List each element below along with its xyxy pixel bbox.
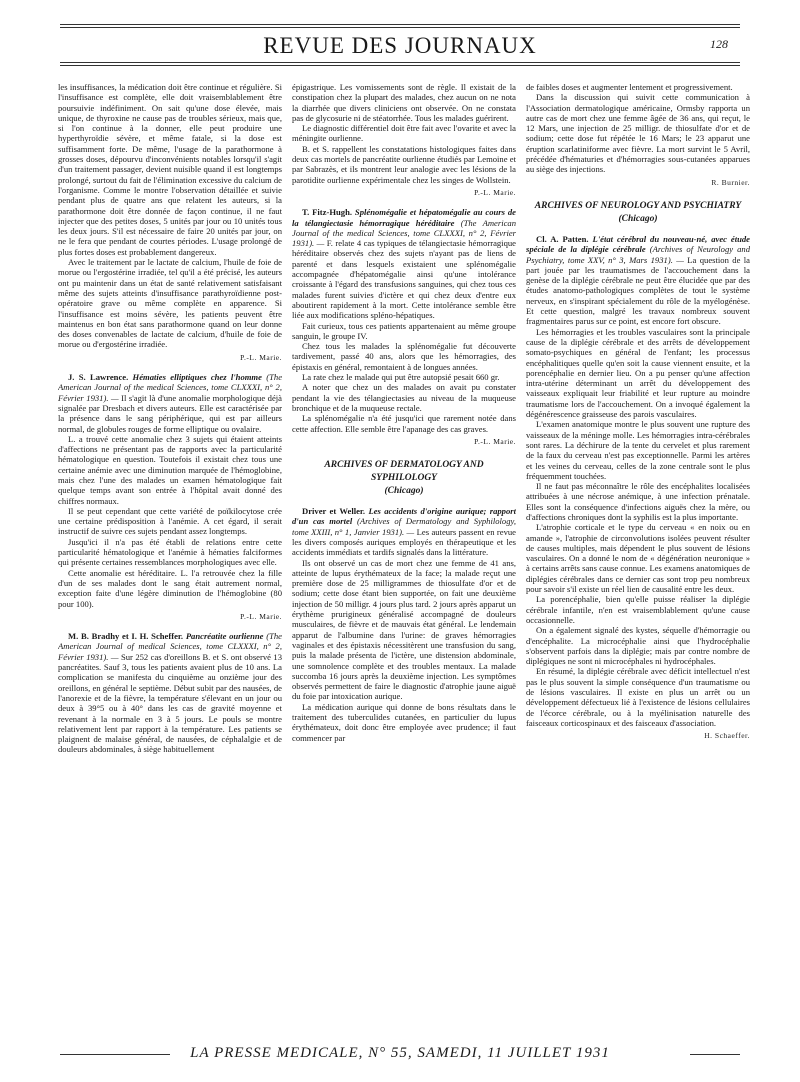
- article-author: T. Fitz-Hugh.: [302, 207, 353, 218]
- paragraph: Les hémorragies et les troubles vasculaires sont la principale cause de la diplégie cérébrale et des arrêts de développement somato-psychiques en général de l'enfant; les processus encéphalitiques quelle qu'en soit la cause viennent ensuite, et la porencéphalie en dernier lieu. On a pu penser qu'une affection intra-utérine déterminant un arrêt du développement des vaisseaux expliquait leur friabilité et leur rupture au moindre traumatisme lors de l'accouchement. On a invoqué également la dégénérescence graisseuse des parois vasculaires.: [526, 326, 750, 420]
- paragraph: En résumé, la diplégie cérébrale avec déficit intellectuel n'est pas le plus souvent la simple conséquence d'un traumatisme ou de lésions vasculaires. Il existe en plus un arrêt ou un développement défectueux lié à l'existence de lésions cellulaires de l'écorce cérébrale, ou à la myélinisation naturelle des faisceaux corticospinaux et des faisceaux d'association.: [526, 666, 750, 728]
- paragraph: F. relate 4 cas typiques de télangiectasie hémorragique héréditaire observés chez des sujets n'ayant pas de liens de parenté et dans lesquels existaient une splénomégalie accompagnée d'hépatomégalie ainsi qu'une intolérance croissante à l'égard des transfusions sanguines, qui chez tous ces malades furent suivies d'ictère et qui chez deux d'entre eux aboutirent rapidement à la mort. Cette intolérance semble être liée aux modifications spléno-hépatiques.: [292, 238, 516, 321]
- article-source: (The American Journal of the medical Sciences, tome CLXXXI, n° 2, Février 1931). —: [292, 217, 516, 249]
- article-source: (The American Journal of medical Sciences, tome CLXXXI, n° 2, Février 1931). —: [58, 631, 282, 662]
- paragraph: les insuffisances, la médication doit être continue et régulière. Si l'insuffisance est complète, elle doit vraisemblablement être poursuivie indéfiniment. On sait qu'une dose élevée, mais unique, de thyroxine ne cause pas de troubles sérieux, mais que, si l'on continue à la donner, elle peut produire une hyperthyroïdie sévère, et même fatale, si la dose est suffisamment forte. De même, l'usage de la parathormone à grosses doses, dépourvu d'inconvénients notables lorsqu'il s'agit d'un traitement passager, devient nuisible quand il est longtemps prolongé, surtout du fait de l'élimination excessive du calcium de l'organisme. Comme le montre l'observation détaillée et suivie pendant plus de quatre ans que relatent les auteurs, si la parathormone doit être donnée de façon continue, il ne faut injecter que des petites doses, 5 unités par jour ou 10 unités tous les deux jours. S'il est nécessaire de faire 20 unités par jour, on ne le fera que pendant de courtes périodes. L'usage prolongé de plus fortes doses est probablement dangereux.: [58, 82, 282, 257]
- article-title: Les accidents d'origine aurique; rapport d'un cas mortel: [292, 506, 516, 527]
- section-heading: ARCHIVES OF NEUROLOGY AND PSYCHIATRY: [534, 200, 742, 211]
- paragraph: B. et S. rappellent les constatations histologiques faites dans deux cas mortels de pancréatite ourlienne étudiés par Lemoine et par Sabrazès, et ils montrent leur analogie avec les lésions de la parotidite ourlienne expérimentale chez les singes de Wollstein.: [292, 143, 516, 185]
- article-heading: [292, 506, 516, 557]
- paragraph: Sur 252 cas d'oreillons B. et S. ont observé 13 pancréatites. Sauf 3, tous les patients avaient plus de 10 ans. La complication se manifesta du cinquième au onzième jour des oreillons, en général le septième. Début subit par des nausées, de l'anorexie et de la fièvre, la température s'élevant en un jour ou deux à 39°5 ou à 40° dans les cas de gravité moyenne et revenant à la normale en 3 à 5 jours. Le pouls se montre relativement lent par rapport à la température. Les patients se plaignent de malaise général, de nausées, de céphalalgie et de douleurs abdominales, à siège habituellement: [58, 651, 282, 755]
- paragraph: La question de la part jouée par les traumatismes de l'accouchement dans la genèse de la diplégie cérébrale ne peut être élucidée que par des études anatomo-pathologiques complètes de tout le système nerveux, en s'inspirant spécialement du rôle de la myélogénèse. Et cette question, malgré les travaux nombreux souvent fragmentaires parus sur ce point, est encore fort obscure.: [526, 254, 750, 327]
- article-author: M. B. Bradhy et I. H. Scheffer.: [68, 631, 184, 642]
- paragraph: Avec le traitement par le lactate de calcium, l'huile de foie de morue ou l'ergostérine irradiée, tel qu'il a été précisé, les auteurs ont pu maintenir dans un état de santé relativement satisfaisant même des sujets atteints d'insuffisance parathyroïdienne post-opératoire grave ou même complète en apparence. Si l'insuffisance est moins sévère, les patients peuvent être maintenus en bon état sans parathormone quand on leur donne des doses convenables de lactate de calcium, d'huile de foie de morue ou d'ergostérine irradiée.: [58, 257, 282, 350]
- signature: R. Burnier.: [711, 177, 750, 187]
- article-title: Splénomégalie et hépatomégalie au cours de la télangiectasie hémorragique héréditaire: [292, 207, 516, 228]
- paragraph: L'examen anatomique montre le plus souvent une rupture des vaisseaux de la méninge molle. Les hémorragies intra-cérébrales sont rares. La déchirure de la tente du cervelet et plus rarement de la faux du cerveau n'est pas exceptionnelle. Parmi les artères et les veines du cerveau, celles de la zone centrale sont le plus fréquemment touchées.: [526, 419, 750, 481]
- header-top-rule-2: [60, 27, 740, 28]
- paragraph: Il se peut cependant que cette variété de poïkilocytose crée une certaine prédisposition à l'anémie. A cet égard, il serait instructif de suivre ces sujets pendant assez longtemps.: [58, 505, 282, 537]
- article-heading: [526, 234, 750, 327]
- paragraph: Cette anomalie est héréditaire. L. l'a retrouvée chez la fille d'un de ses malades dont le sang était autrement normal, exception faite d'une légère diminution de l'hémoglobine (80 pour 100).: [58, 567, 282, 609]
- signature: P.-L. Marie.: [240, 611, 282, 621]
- paragraph: épigastrique. Les vomissements sont de règle. Il existait de la constipation chez la plupart des malades, chez aucun on ne nota la diarrhée que divers cliniciens ont observée. On ne constata pas de glycosurie ni de stéatorrhée. Tous les malades guérirent.: [292, 82, 516, 123]
- signature: P.-L. Marie.: [474, 187, 516, 197]
- header-bottom-rule-2: [60, 65, 740, 66]
- article-title: Pancréatite ourlienne: [185, 631, 264, 642]
- paragraph: Il s'agit là d'une anomalie morphologique déjà signalée par Dresbach et divers auteurs. Elle est caractérisée par la présence dans le sang périphérique, qui est par ailleurs normal, de globules rouges de forme elliptique ou ovalaire.: [58, 392, 282, 434]
- page-footer: LA PRESSE MEDICALE, N° 55, SAMEDI, 11 JUILLET 1931: [190, 1045, 610, 1061]
- paragraph: A noter que chez un des malades on avait pu constater pendant la vie des télangiectasies au niveau de la muqueuse bronchique et de la muqueuse rectale.: [292, 382, 516, 413]
- article-columns: [58, 82, 750, 1042]
- paragraph: La médication aurique qui donne de bons résultats dans le traitement des tuberculides cutanées, en particulier du lupus érythémateux, doit donc être employée avec prudence; il faut commencer par: [292, 701, 516, 743]
- header-bottom-rule: [60, 62, 740, 63]
- paragraph: La porencéphalie, bien qu'elle puisse réaliser la diplégie cérébrale infantile, n'en est vraisemblablement qu'une cause occasionnelle.: [526, 594, 750, 625]
- paragraph: Le diagnostic différentiel doit être fait avec l'ovarite et avec la méningite ourlienne.: [292, 123, 516, 144]
- article-author: J. S. Lawrence.: [68, 372, 129, 383]
- page-title: REVUE DES JOURNAUX: [263, 33, 537, 58]
- paragraph: Ils ont observé un cas de mort chez une femme de 41 ans, atteinte de lupus érythémateux de la face; la malade reçut une première dose de 25 milligrammes de thiosulfate d'or et de sodium; cette dose étant bien supportée, on fait une deuxième injection de 50 milligr. 4 jours plus tard. 2 jours après apparut un érythème prurigineux généralisé accompagné de douleurs musculaires, de fièvre et de mauvais état général. Le lendemain apparut de l'albumine dans l'urine: de graves hémorragies vaginales et des épistaxis nécessitèrent une transfusion du sang, puis la malade présenta de l'ictère, une distension abdominale, une somnolence complète et des troubles mentaux. La malade succomba 16 jours après la deuxième injection. Les symptômes observés permettent de faire le diagnostic d'atrophie jaune aiguë du foie par intoxication aurique.: [292, 557, 516, 702]
- article-author: Driver et Weller.: [302, 506, 366, 517]
- paragraph: Dans la discussion qui suivit cette communication à l'Association dermatologique américaine, Ormsby rapporta un autre cas de mort chez une femme âgée de 36 ans, qui reçut, le 12 Mars, une injection de 25 milligr. de thiosulfate d'or et de sodium; cette dose fut répétée le 16 Mars; le 23 apparut une éruption scarlatiniforme avec fièvre. La mort survint le 5 Avril, précédée d'hématuries et d'hémorragies sous-cutanées apparues au siège des injections.: [526, 92, 750, 175]
- article-author: Cl. A. Patten.: [536, 233, 589, 244]
- section-city: (Chicago): [384, 486, 424, 497]
- paragraph: Les auteurs passent en revue les divers composés auriques employés en thérapeutique et les accidents immédiats et tardifs signalés dans la littérature.: [292, 526, 516, 558]
- article-heading: [58, 631, 282, 755]
- paragraph: Fait curieux, tous ces patients appartenaient au même groupe sanguin, le groupe IV.: [292, 320, 516, 341]
- paragraph: La splénomégalie n'a été jusqu'ici que rarement notée dans cette affection. Elle semble être l'apanage des cas graves.: [292, 413, 516, 434]
- paragraph: Jusqu'ici il n'a pas été établi de relations entre cette particularité hématologique et l'anémie à hématies falciformes qui présente certaines ressemblances morphologiques avec elle.: [58, 536, 282, 568]
- paragraph: Chez tous les malades la splénomégalie fut découverte tardivement, passé 40 ans, alors que les hémorragies, des épistaxis en général, remontaient à de longues années.: [292, 341, 516, 372]
- article-source: (Archives of Neurology and Psychiatry, tome XXV, n° 3, Mars 1931). —: [526, 244, 750, 265]
- paragraph: de faibles doses et augmenter lentement et progressivement.: [526, 82, 733, 92]
- article-heading: [58, 372, 282, 434]
- column-1: [58, 82, 282, 1042]
- article-source: (Archives of Dermatology and Syphilology, tome XXIII, n° 1, Janvier 1931). —: [292, 516, 516, 537]
- page-number: 128: [710, 37, 728, 51]
- signature: H. Schaeffer.: [704, 731, 750, 741]
- article-heading: [292, 207, 516, 320]
- paragraph: On a également signalé des kystes, séquelle d'hémorragie ou d'encéphalite. La microcéphalie ainsi que l'hydrocéphalie s'observent parfois dans la diplégie; mais par contre nombre de diplégiques ne sont ni microcéphales ni hydrocéphales.: [526, 625, 750, 667]
- article-title: L'état cérébral du nouveau-né, avec étude spéciale de la diplégie cérébrale: [526, 233, 750, 255]
- paragraph: La rate chez le malade qui put être autopsié pesait 660 gr.: [302, 372, 500, 383]
- column-2: [292, 82, 516, 1042]
- article-title: Hématies elliptiques chez l'homme: [132, 372, 262, 383]
- section-heading: ARCHIVES OF DERMATOLOGY AND SYPHILOLOGY: [324, 460, 484, 484]
- footer-rule-right: [690, 1054, 740, 1055]
- article-source: (The American Journal of the medical Sciences, tome CLXXXI, n° 2, Février 1931). —: [58, 372, 282, 403]
- signature: P.-L. Marie.: [240, 352, 282, 362]
- header-top-rule: [60, 24, 740, 25]
- paragraph: L. a trouvé cette anomalie chez 3 sujets qui étaient atteints d'affections ne présentant pas de rapports avec la particularité hématologique en question. Toutefois il existait chez tous une certaine anémie avec une diminution marquée de l'hémoglobine, mais chez l'une des malades un examen hématologique fait quelque temps avant son entrée à l'hôpital avait donné des chiffres normaux.: [58, 433, 282, 506]
- signature: P.-L. Marie.: [474, 436, 516, 446]
- paragraph: L'atrophie corticale et le type du cerveau « en noix ou en amande », l'atrophie de circonvolutions isolées peuvent résulter de causes multiples, mais dépendent le plus souvent de lésions vasculaires. On a donné le nom de « dégénération neuronique » à certains arrêts sans cause connue. Les examens anatomiques de diplégies cérébrales dans ce dernier cas sont trop peu nombreux pour savoir s'il existe un réel lien de causalité entre les deux.: [526, 522, 750, 595]
- section-city: (Chicago): [618, 213, 658, 224]
- paragraph: Il ne faut pas méconnaître le rôle des encéphalites localisées attribuées à une nécrose anémique, à une infection prénatale. Elles sont la conséquence d'infections aiguës chez la mère, ou d'affections chroniques dont la syphilis est la plus importante.: [526, 481, 750, 522]
- column-3: [526, 82, 750, 1042]
